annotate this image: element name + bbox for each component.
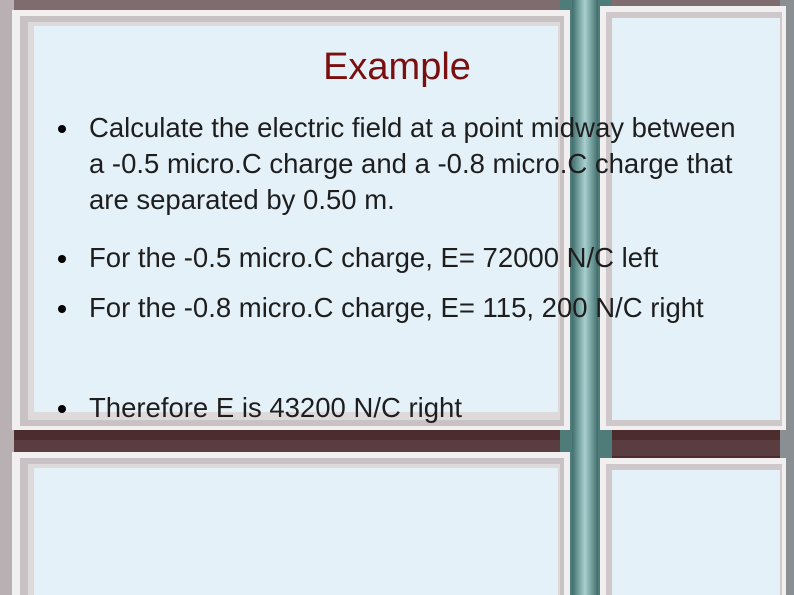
bullet-text: Calculate the electric field at a point midway between a -0.5 micro.C charge and a -0.8 micro.C charge that are separated by 0.50 m. <box>89 112 736 215</box>
bullet-dot <box>58 125 66 133</box>
bullet-list <box>58 110 748 426</box>
slide-title: Example <box>323 46 471 88</box>
bullet-item-question <box>58 110 748 218</box>
bullet-dot <box>58 255 66 263</box>
bullet-item-second-charge <box>58 290 748 326</box>
bullet-dot <box>58 305 66 313</box>
bullet-text: For the -0.8 micro.C charge, E= 115, 200 N/C right <box>89 292 704 323</box>
bullet-text: For the -0.5 micro.C charge, E= 72000 N/C left <box>89 242 659 273</box>
bullet-item-result <box>58 390 748 426</box>
bullet-text: Therefore E is 43200 N/C right <box>89 392 462 423</box>
bullet-item-first-charge <box>58 240 748 276</box>
bullet-dot <box>58 405 66 413</box>
